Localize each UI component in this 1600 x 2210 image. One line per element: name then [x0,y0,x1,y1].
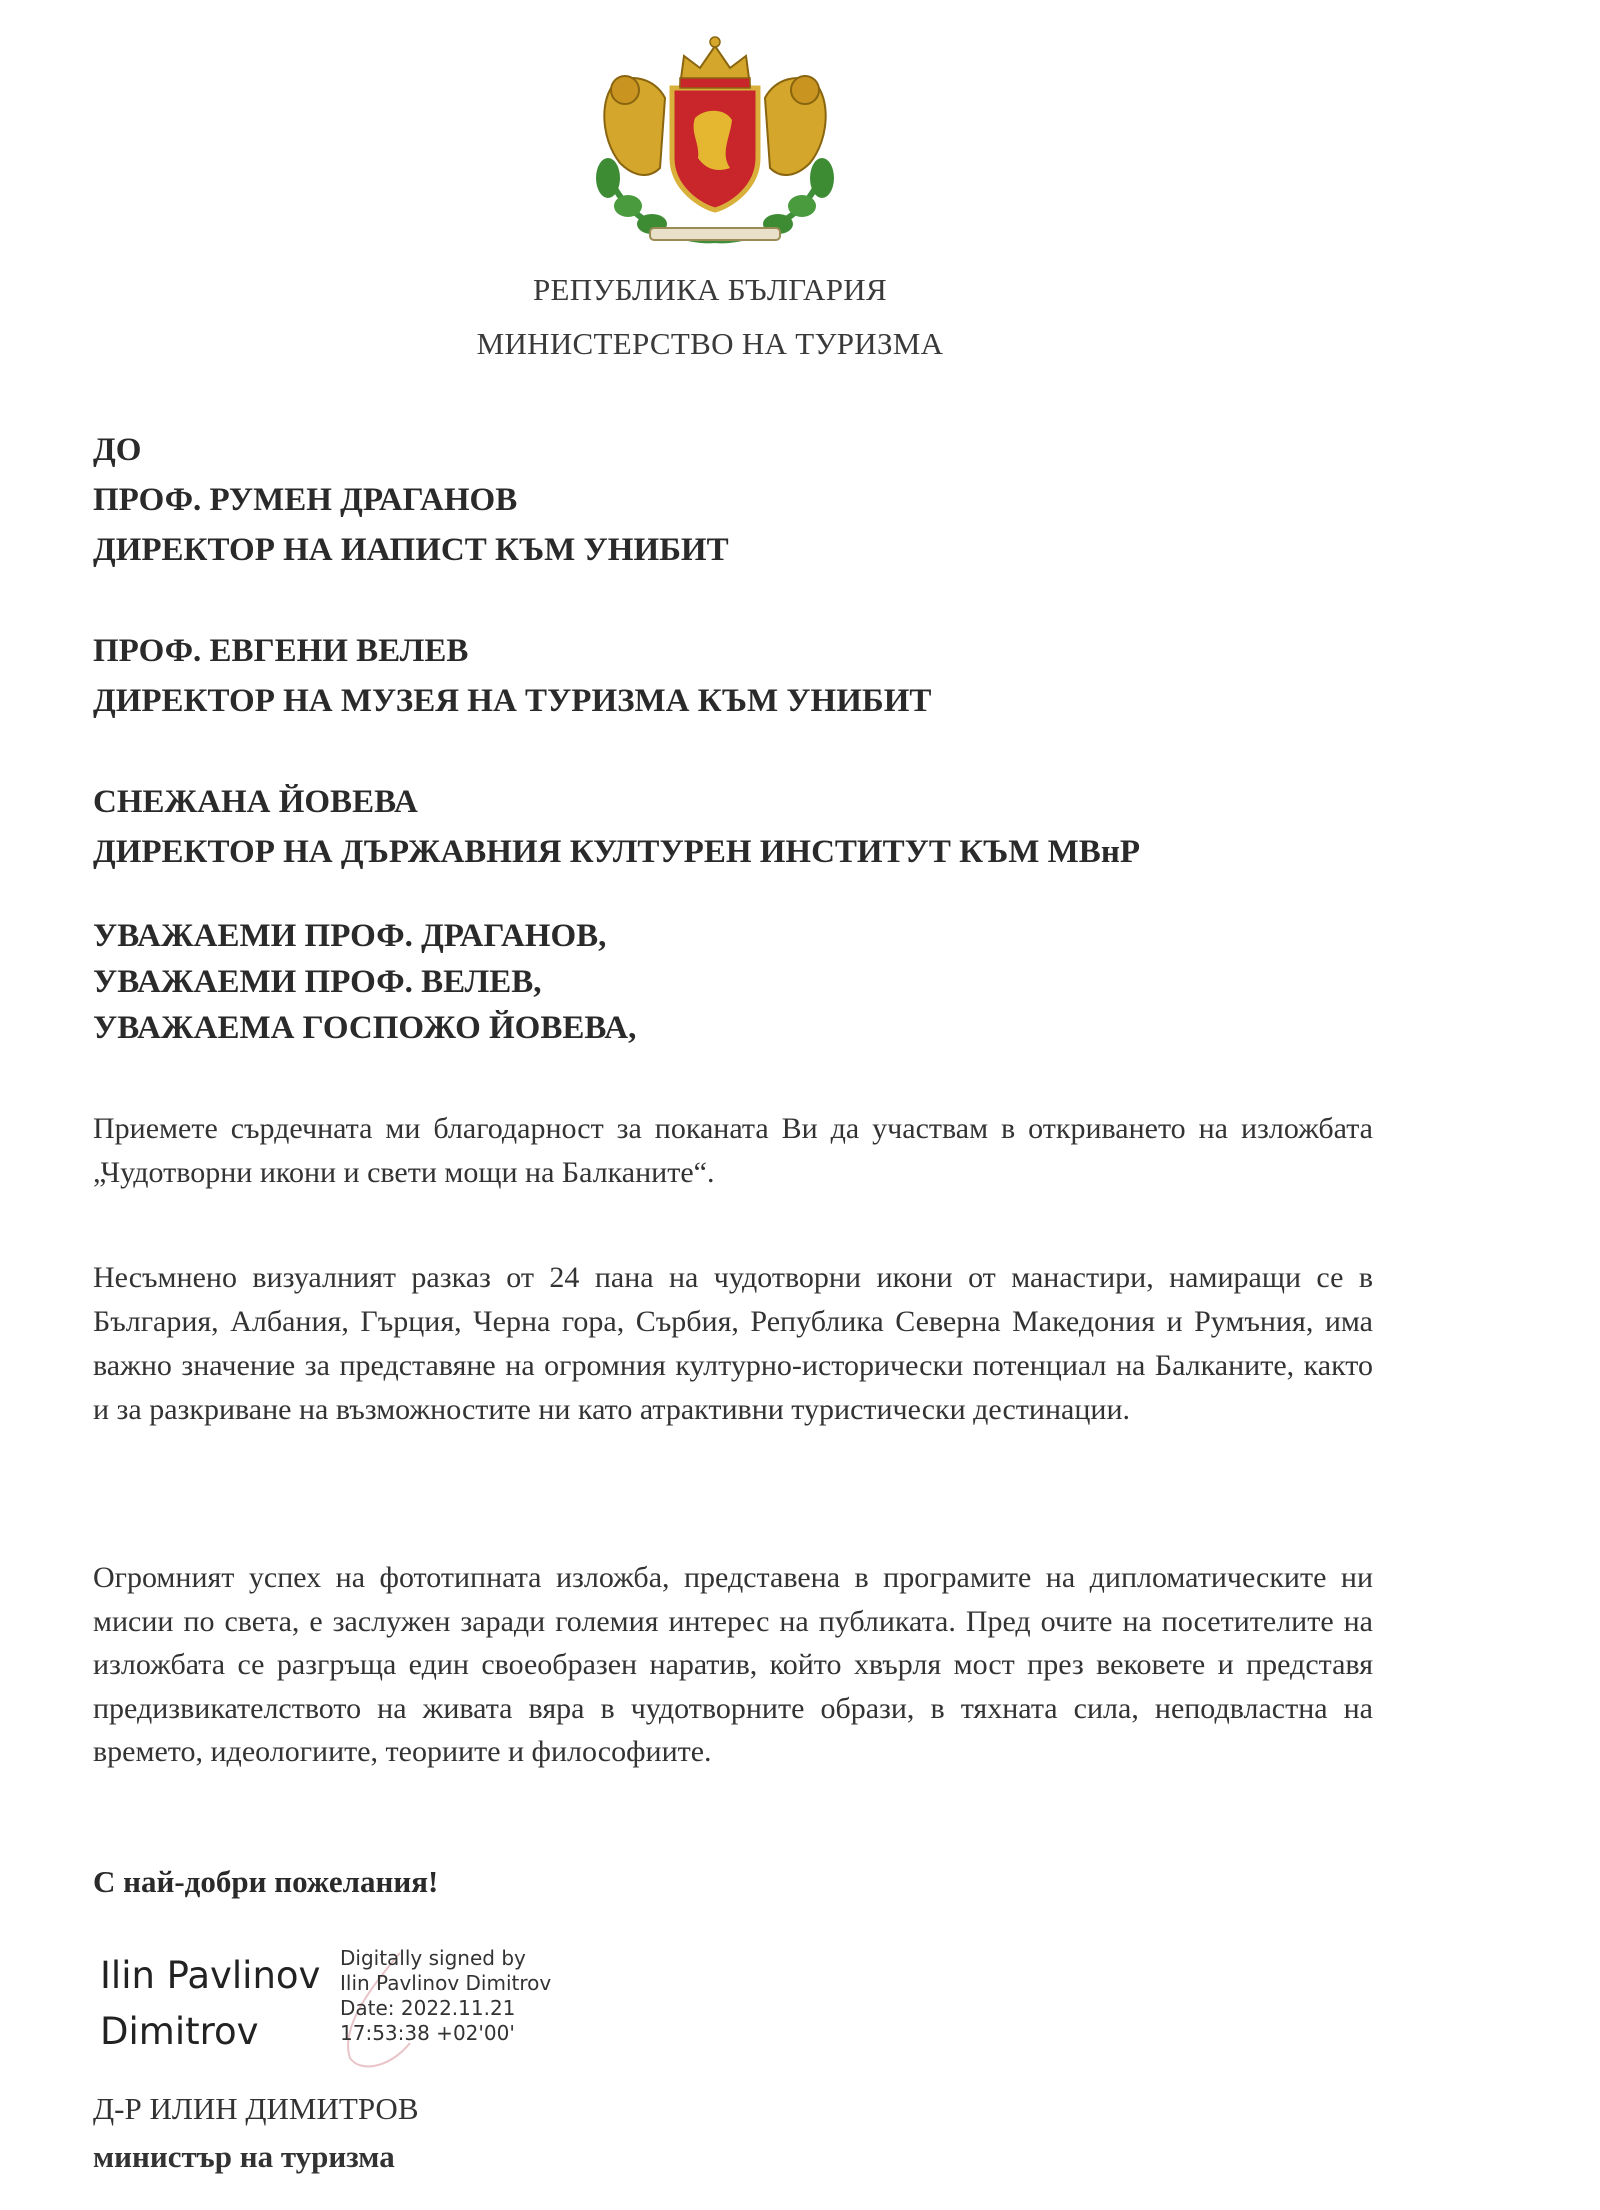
signature-info-line: Date: 2022.11.21 [340,1996,516,2020]
recipient-name: ПРОФ. ЕВГЕНИ ВЕЛЕВ [93,633,469,669]
signatory [93,2085,419,2181]
signature-info-line: 17:53:38 +02'00' [340,2021,515,2045]
letterhead-country: РЕПУБЛИКА БЪЛГАРИЯ [533,272,887,307]
signature-info-line: Digitally signed by [340,1946,526,1970]
letterhead-ministry: МИНИСТЕРСТВО НА ТУРИЗМА [476,326,944,361]
recipient-name: ПРОФ. РУМЕН ДРАГАНОВ [93,482,518,518]
salutation [93,913,1373,1051]
signature-name-line: Dimitrov [100,2010,259,2053]
recipient-title: ДИРЕКТОР НА ИАПИСТ КЪМ УНИБИТ [93,532,729,568]
body-paragraph-2: Несъмнено визуалният разказ от 24 пана на чудотворни икони от манастири, намиращи се в България, Албания, Гърция, Черна гора, Сърбия, Република Северна Македония и Румъния, има важно значение за представяне на огромния културно-исторически потенциал на Балканите, както и за разкриване на възможностите ни като атрактивни туристически дестинации. [93,1261,1373,1426]
body-paragraph-3: Огромният успех на фототипната изложба, представена в програмите на дипломатическите ни мисии по света, е заслужен заради големия интерес на публиката. Пред очите на посетителите на изложбата се разгръща един своеобразен наратив, който хвърля мост през вековете и представя предизвикателството на живата вяра в чудотворните образи, в тяхната сила, неподвластна на времето, идеологиите, теориите и философиите. [93,1561,1373,1768]
addressee-block-3 [93,777,1373,877]
salutation-line: УВАЖАЕМИ ПРОФ. ДРАГАНОВ, [93,918,607,954]
signature-info-line: Ilin Pavlinov Dimitrov [340,1971,552,1995]
addressee-block-2 [93,626,1373,726]
addressee-block-1 [93,425,1373,575]
recipient-name: СНЕЖАНА ЙОВЕВА [93,784,418,820]
salutation-line: УВАЖАЕМА ГОСПОЖО ЙОВЕВА, [93,1010,637,1046]
crown [680,37,750,88]
supporter-lion-left [604,76,665,175]
addressee-to: ДО [93,432,142,468]
signature-info [340,1946,551,2046]
signature-name [100,1948,320,2060]
recipient-title: ДИРЕКТОР НА МУЗЕЯ НА ТУРИЗМА КЪМ УНИБИТ [93,683,932,719]
signatory-name: Д-Р ИЛИН ДИМИТРОВ [93,2091,419,2126]
red-shield [672,88,758,210]
closing: С най-добри пожелания! [93,1864,439,1899]
recipient-title: ДИРЕКТОР НА ДЪРЖАВНИЯ КУЛТУРЕН ИНСТИТУТ КЪМ МВнР [93,834,1140,870]
salutation-line: УВАЖАЕМИ ПРОФ. ВЕЛЕВ, [93,964,542,1000]
signature-name-line: Ilin Pavlinov [100,1954,321,1997]
signatory-role: министър на туризма [93,2139,395,2174]
coat-of-arms-emblem [580,28,850,258]
body-paragraph-1: Приемете сърдечната ми благодарност за поканата Ви да участвам в откриването на изложбата „Чудотворни икони и свети мощи на Балканите“. [93,1112,1373,1189]
supporter-lion-right [765,76,826,175]
